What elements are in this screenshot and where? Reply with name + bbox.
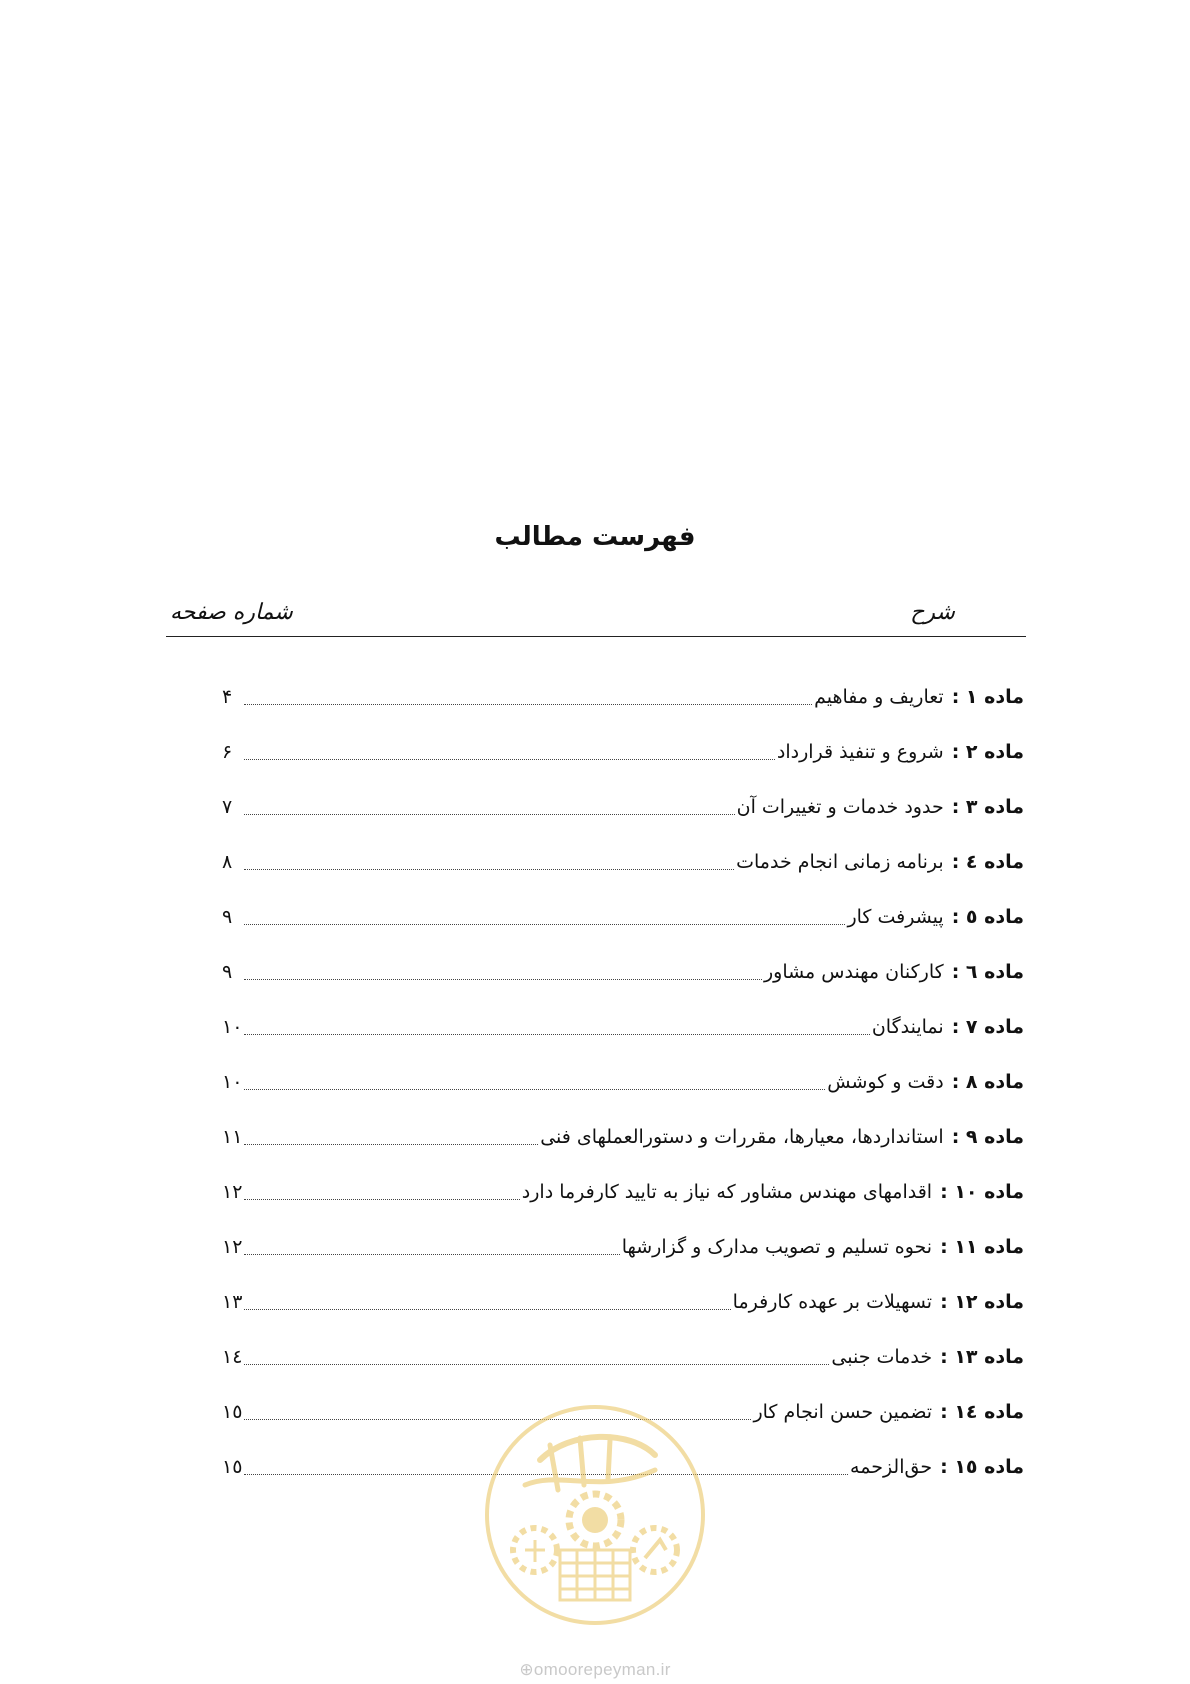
article-number: ماده ۱٥ : — [940, 1456, 1024, 1478]
header-divider — [166, 636, 1026, 637]
article-title: کارکنان مهندس مشاور — [763, 961, 944, 983]
watermark-url: ⊕omoorepeyman.ir — [519, 1660, 671, 1679]
page-number: ۸ — [222, 851, 233, 873]
page-number: ۹ — [222, 906, 233, 928]
page-number-column-header: شماره صفحه — [170, 600, 293, 625]
toc-row[interactable] — [222, 1110, 1024, 1165]
article-number: ماده ١٤ : — [940, 1401, 1024, 1423]
article-number: ماده ۱۰ : — [940, 1181, 1024, 1203]
article-number: ماده ٤ : — [951, 851, 1024, 873]
page-number: ۹ — [222, 961, 233, 983]
watermark-logo-icon — [480, 1400, 710, 1630]
page-number: ۱۱ — [222, 1126, 243, 1148]
article-number: ماده ۱۳ : — [940, 1346, 1024, 1368]
dot-leader — [244, 1254, 619, 1255]
article-number: ماده ۲ : — [951, 741, 1024, 763]
dot-leader — [244, 924, 845, 925]
toc-row[interactable] — [222, 1330, 1024, 1385]
dot-leader — [244, 1364, 829, 1365]
article-number: ماده ۳ : — [951, 796, 1024, 818]
page-title: فهرست مطالب — [494, 522, 696, 552]
article-title: اقدامهای مهندس مشاور که نیاز به تایید کارفرما دارد — [521, 1181, 933, 1203]
article-title: دقت و کوشش — [827, 1071, 944, 1093]
article-title: حدود خدمات و تغییرات آن — [736, 796, 944, 818]
toc-row[interactable] — [222, 1000, 1024, 1055]
page-number: ۱۰ — [222, 1071, 243, 1093]
page-number: ۴ — [222, 686, 233, 708]
article-number: ماده ۷ : — [951, 1016, 1024, 1038]
table-of-contents — [222, 670, 1024, 1495]
article-number: ماده ۹ : — [951, 1126, 1024, 1148]
article-title: شروع و تنفیذ قرارداد — [776, 741, 944, 763]
article-title: نمایندگان — [871, 1016, 944, 1038]
dot-leader — [244, 1034, 869, 1035]
toc-row[interactable] — [222, 670, 1024, 725]
toc-row[interactable] — [222, 945, 1024, 1000]
dot-leader — [244, 759, 775, 760]
toc-row[interactable] — [222, 890, 1024, 945]
toc-row[interactable] — [222, 725, 1024, 780]
article-title: برنامه زمانی انجام خدمات — [736, 851, 944, 873]
toc-row[interactable] — [222, 1275, 1024, 1330]
dot-leader — [244, 1309, 730, 1310]
page-number: ۱٥ — [222, 1456, 243, 1478]
dot-leader — [244, 1144, 538, 1145]
toc-row[interactable] — [222, 835, 1024, 890]
dot-leader — [244, 979, 762, 980]
article-title: نحوه تسلیم و تصویب مدارک و گزارشها — [621, 1236, 933, 1258]
page-number: ۱٥ — [222, 1401, 243, 1423]
article-title: تضمین حسن انجام کار — [753, 1401, 933, 1423]
article-title: تسهیلات بر عهده کارفرما — [732, 1291, 933, 1313]
article-title: پیشرفت کار — [847, 906, 944, 928]
page-number: ۱۲ — [222, 1181, 243, 1203]
dot-leader — [244, 1199, 519, 1200]
article-title: استانداردها، معیارها، مقررات و دستورالعملهای فنی — [540, 1126, 944, 1148]
article-number: ماده ٦ : — [951, 961, 1024, 983]
page-number: ۶ — [222, 741, 233, 763]
article-number: ماده ٥ : — [951, 906, 1024, 928]
article-number: ماده ۱۱ : — [940, 1236, 1024, 1258]
description-column-header: شرح — [910, 600, 955, 625]
toc-row[interactable] — [222, 780, 1024, 835]
dot-leader — [244, 869, 734, 870]
page-number: ۱٤ — [222, 1346, 243, 1368]
page-number: ۱۳ — [222, 1291, 243, 1313]
globe-icon: ⊕ — [519, 1660, 534, 1679]
article-title: حق‌الزحمه — [850, 1456, 933, 1478]
article-title: تعاریف و مفاهیم — [814, 686, 944, 708]
toc-row[interactable] — [222, 1165, 1024, 1220]
article-title: خدمات جنبی — [831, 1346, 933, 1368]
page-number: ۱۲ — [222, 1236, 243, 1258]
page-number: ۷ — [222, 796, 233, 818]
article-number: ماده ۱۲ : — [940, 1291, 1024, 1313]
dot-leader — [244, 814, 735, 815]
article-number: ماده ۸ : — [951, 1071, 1024, 1093]
dot-leader — [244, 1089, 825, 1090]
article-number: ماده ۱ : — [951, 686, 1024, 708]
dot-leader — [244, 704, 812, 705]
toc-row[interactable] — [222, 1220, 1024, 1275]
toc-row[interactable] — [222, 1055, 1024, 1110]
page-number: ۱۰ — [222, 1016, 243, 1038]
